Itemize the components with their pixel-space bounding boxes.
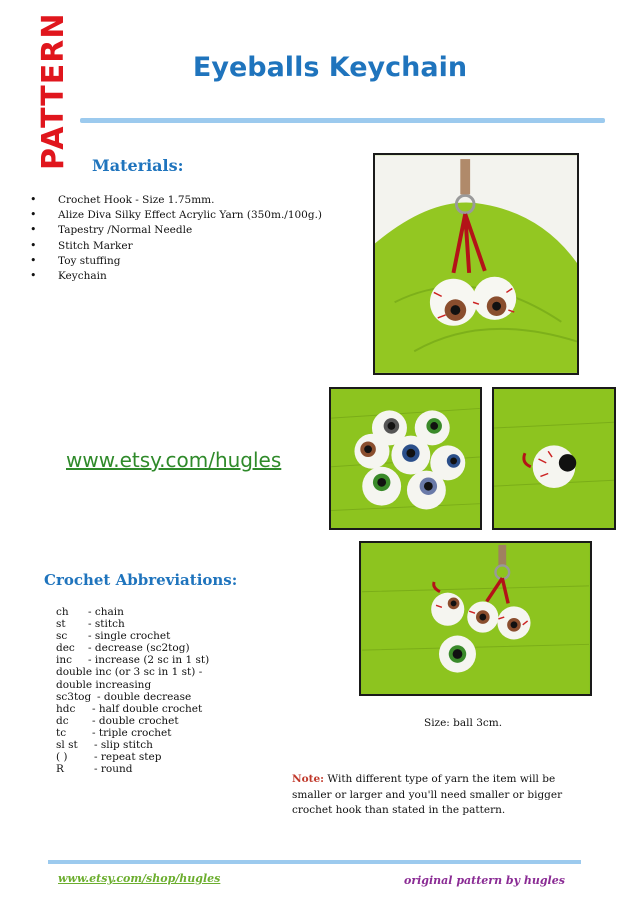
list-item: • Alize Diva Silky Effect Acrylic Yarn (350m./100g.) [30,208,322,223]
abbr-definition: - round [94,763,133,776]
list-item [56,606,236,618]
list-item [56,642,236,654]
abbr-key: inc [56,654,73,667]
footer-divider [48,860,581,864]
abbr-definition: - double crochet [92,714,179,727]
list-item: • Toy stuffing [30,254,322,269]
list-item [56,618,236,630]
list-item [56,715,236,727]
list-item [56,630,236,642]
abbr-key: st [56,618,66,631]
note-label: Note: [292,773,325,785]
abbr-key: sc [56,630,68,643]
list-item [56,691,236,703]
materials-heading: Materials: [92,156,184,175]
abbr-definition: - stitch [88,618,125,631]
abbr-key: dc [56,714,69,727]
photo-single-eyeball [492,387,616,530]
abbr-key: hdc [56,702,76,715]
list-item [56,739,236,751]
page-title: Eyeballs Keychain [192,52,468,83]
abbr-key: double inc (or 3 sc in 1 st) [56,666,196,679]
list-item [56,654,236,666]
list-item: • Stitch Marker [30,239,322,254]
list-item [56,763,236,775]
list-item: • Keychain [30,269,322,284]
abbr-definition: - chain [88,606,124,618]
photo-keychain-with-eyeballs [359,541,592,696]
abbr-definition: - increase (2 sc in 1 st) [88,654,210,667]
abbr-definition: - half double crochet [92,702,203,715]
abbr-key: ( ) [56,751,68,764]
abbr-definition: - repeat step [94,751,162,764]
note-paragraph [292,772,592,819]
footer-credit: original pattern by hugles [404,874,565,887]
shop-link[interactable]: www.etsy.com/hugles [66,448,282,472]
size-text: Size: ball 3cm. [424,717,503,729]
list-item [56,666,236,690]
pattern-side-label: PATTERN [36,12,71,170]
abbr-definition: - decrease (sc2tog) [88,642,190,655]
abbr-key: R [56,763,64,776]
abbreviations-list [56,606,236,775]
photo-keychain-hanging [373,153,579,375]
title-divider [80,118,605,123]
list-item [56,703,236,715]
abbr-definition: - double increasing [56,666,203,691]
abbr-definition: - triple crochet [92,726,172,739]
note-text: With different type of yarn the item will be smaller or larger and you'll need smaller or bigger crochet hook than stated in the pattern. [292,773,563,816]
abbr-definition: - slip stitch [94,739,153,752]
footer-shop-link[interactable]: www.etsy.com/shop/hugles [58,872,221,885]
list-item [56,727,236,739]
abbr-key: sl st [56,739,78,752]
list-item: • Tapestry /Normal Needle [30,223,322,238]
list-item [56,751,236,763]
abbr-key: tc [56,726,67,739]
photo-keychain-hanging-illustration [375,155,577,373]
abbr-definition: - double decrease [97,690,192,703]
photo-single-eyeball-illustration [494,389,614,528]
abbr-key: ch [56,606,69,618]
abbr-key: dec [56,642,75,655]
abbr-key: sc3tog [56,690,92,703]
photo-eyeballs-group [329,387,482,530]
photo-eyeballs-group-illustration [331,389,480,528]
photo-keychain-with-eyeballs-illustration [361,543,590,694]
abbr-definition: - single crochet [88,630,171,643]
list-item: • Crochet Hook - Size 1.75mm. [30,193,322,208]
abbreviations-heading: Crochet Abbreviations: [44,571,238,589]
materials-list [30,193,322,284]
